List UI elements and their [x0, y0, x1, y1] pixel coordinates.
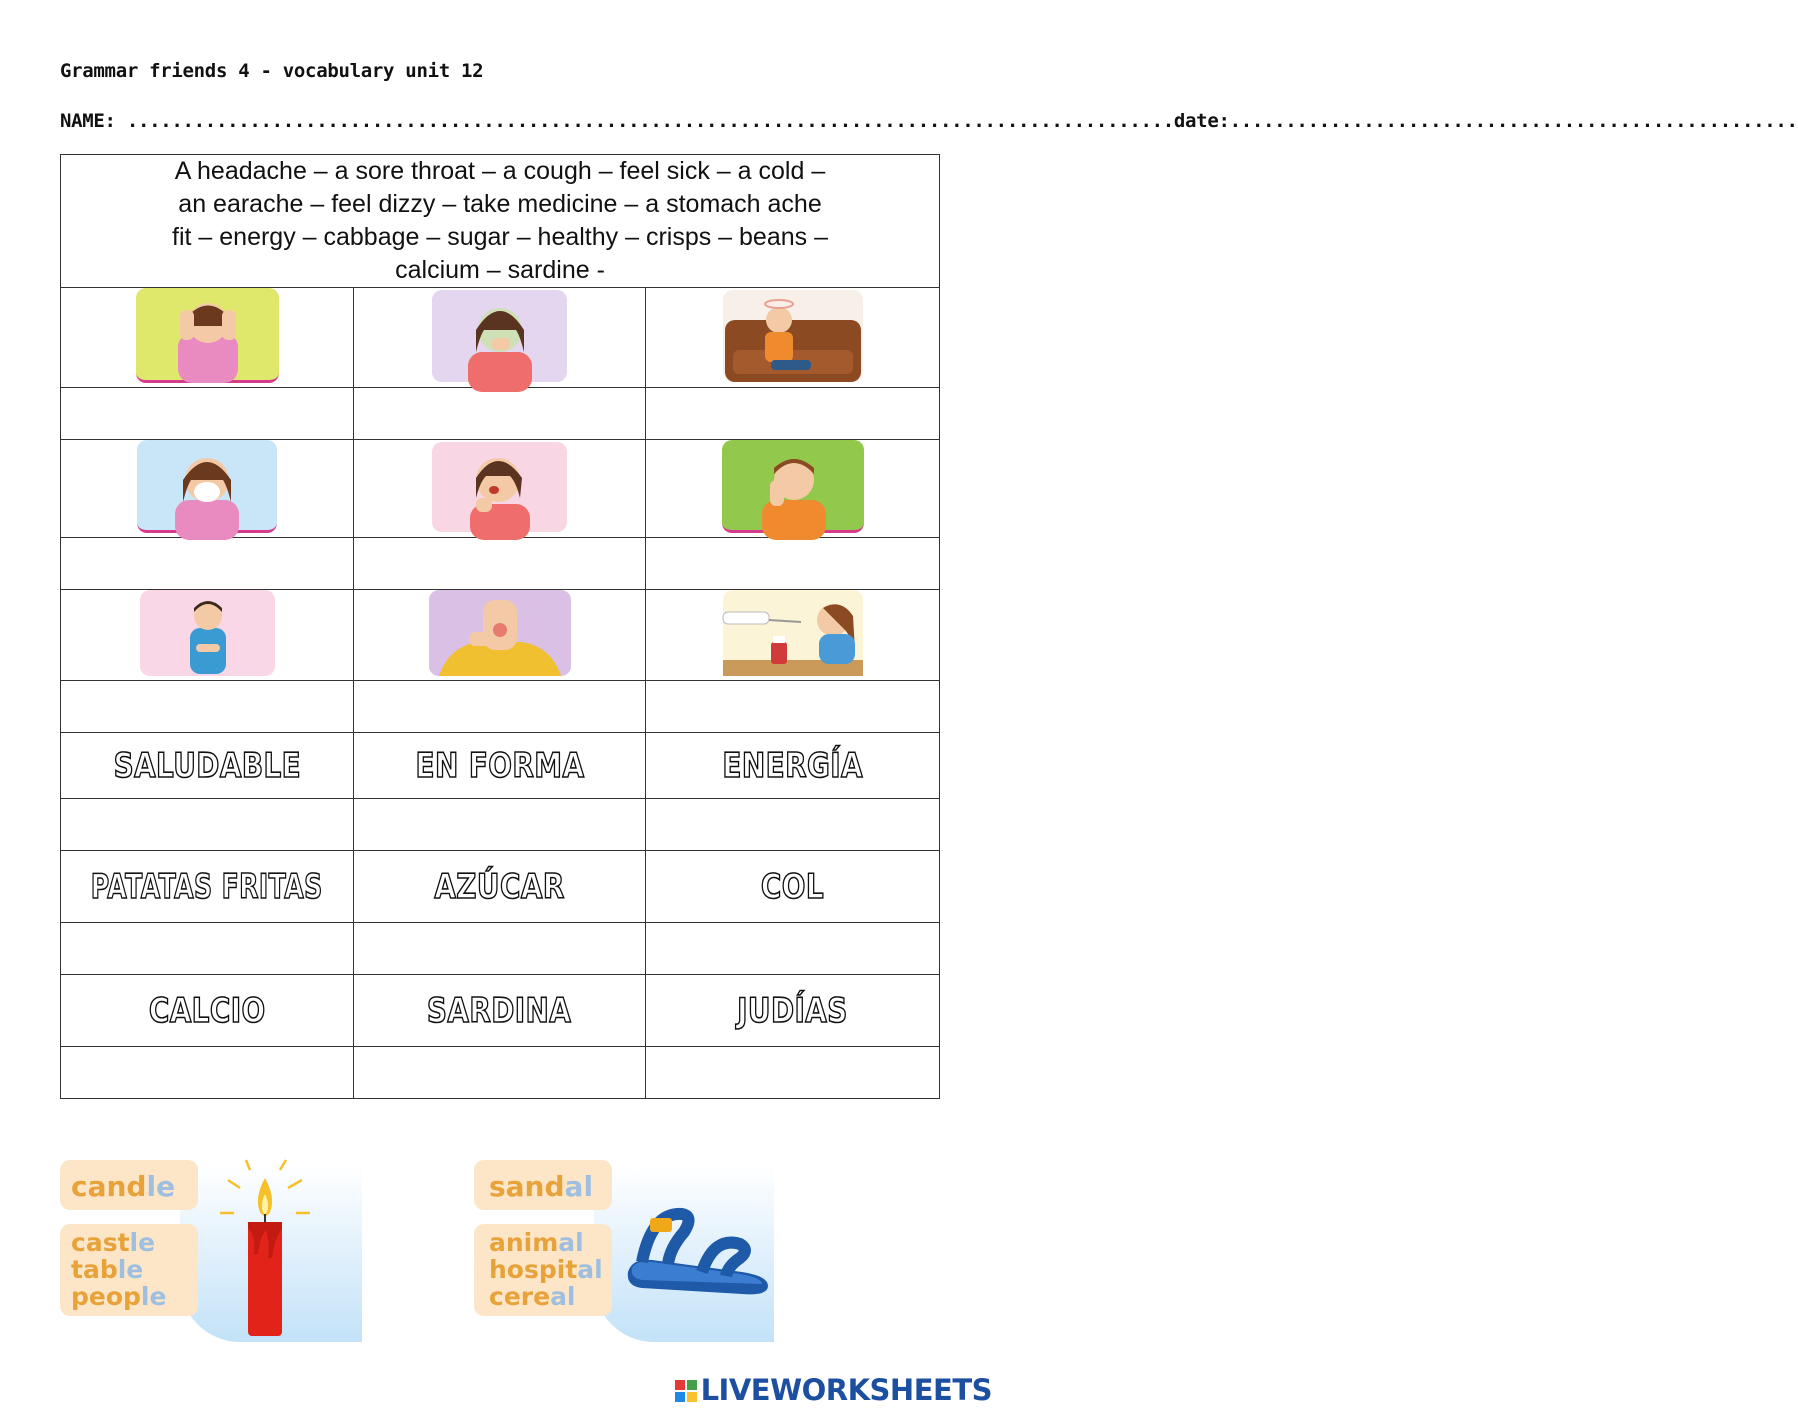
girl-cough-icon: [432, 442, 567, 532]
example-word: cereal: [489, 1282, 576, 1311]
picture-cell: [354, 590, 646, 681]
spanish-word-cell: [61, 975, 354, 1047]
worksheet-title: Grammar friends 4 - vocabulary unit 12: [60, 60, 484, 82]
picture-cell: [354, 288, 646, 388]
answer-cell[interactable]: [61, 681, 354, 733]
answer-cell[interactable]: [61, 388, 354, 440]
candle-icon: [210, 1158, 320, 1340]
spanish-word: EN FORMA: [415, 745, 584, 786]
answer-cell[interactable]: [646, 799, 940, 851]
answer-cell[interactable]: [61, 799, 354, 851]
key-word: sandal: [489, 1170, 594, 1203]
boy-dizzy-on-sofa-icon: [723, 290, 863, 382]
answer-cell[interactable]: [354, 799, 646, 851]
picture-cell: [646, 288, 940, 388]
answer-cell[interactable]: [61, 923, 354, 975]
answer-cell[interactable]: [354, 388, 646, 440]
spanish-word-cell: [61, 851, 354, 923]
answer-cell[interactable]: [61, 538, 354, 590]
girl-headache-icon: [136, 288, 279, 383]
picture-cell: [61, 288, 354, 388]
liveworksheets-icon: [675, 1380, 697, 1402]
girl-cold-tissue-icon: [137, 440, 277, 533]
spanish-word-cell: [354, 975, 646, 1047]
word-bank-line: fit – energy – cabbage – sugar – healthy – crisps – beans –: [172, 223, 828, 251]
picture-cell: [61, 590, 354, 681]
spanish-word-cell: [354, 733, 646, 799]
answer-cell[interactable]: [354, 1047, 646, 1099]
spanish-word-cell: [646, 975, 940, 1047]
picture-cell: [646, 590, 940, 681]
spanish-word: CALCIO: [148, 990, 266, 1031]
example-word: table: [71, 1255, 144, 1284]
boy-stomach-ache-icon: [140, 590, 275, 676]
answer-cell[interactable]: [354, 538, 646, 590]
answer-cell[interactable]: [61, 1047, 354, 1099]
spanish-word-cell: [354, 851, 646, 923]
answer-cell[interactable]: [646, 388, 940, 440]
key-word: candle: [71, 1170, 176, 1203]
vocabulary-table: [60, 154, 940, 1099]
word-bank: [61, 155, 940, 288]
picture-cell: [354, 440, 646, 538]
picture-cell: [646, 440, 940, 538]
liveworksheets-logo: LIVEWORKSHEETS: [675, 1373, 992, 1407]
name-date-line: NAME: ..............................................................................................date:...................................................: [60, 110, 1798, 132]
boy-earache-icon: [722, 440, 864, 533]
spanish-word: JUDÍAS: [737, 990, 848, 1031]
word-bank-line: an earache – feel dizzy – take medicine – a stomach ache: [178, 190, 822, 218]
sandal-icon: [622, 1202, 772, 1302]
example-word: hospital: [489, 1255, 603, 1284]
spanish-word-cell: [646, 733, 940, 799]
spanish-word: PATATAS FRITAS: [91, 866, 323, 907]
answer-cell[interactable]: [646, 923, 940, 975]
spanish-word-cell: [61, 733, 354, 799]
spanish-word: SARDINA: [427, 990, 572, 1031]
spanish-word: AZÚCAR: [434, 866, 565, 907]
phonics-panel-le: [60, 1158, 362, 1342]
take-medicine-icon: [723, 590, 863, 676]
spanish-word: ENERGÍA: [722, 745, 863, 786]
answer-cell[interactable]: [354, 923, 646, 975]
example-word: people: [71, 1282, 167, 1311]
girl-feel-sick-icon: [432, 290, 567, 382]
example-word: animal: [489, 1228, 584, 1257]
phonics-panel-al: [474, 1158, 776, 1342]
spanish-word-cell: [646, 851, 940, 923]
example-word: castle: [71, 1228, 156, 1257]
spanish-word: SALUDABLE: [113, 745, 301, 786]
answer-cell[interactable]: [646, 681, 940, 733]
picture-cell: [61, 440, 354, 538]
answer-cell[interactable]: [646, 1047, 940, 1099]
spanish-word: COL: [760, 866, 825, 907]
answer-cell[interactable]: [354, 681, 646, 733]
word-bank-line: A headache – a sore throat – a cough – feel sick – a cold –: [174, 157, 826, 185]
answer-cell[interactable]: [646, 538, 940, 590]
word-bank-line: calcium – sardine -: [395, 256, 605, 284]
sore-throat-icon: [429, 590, 571, 676]
